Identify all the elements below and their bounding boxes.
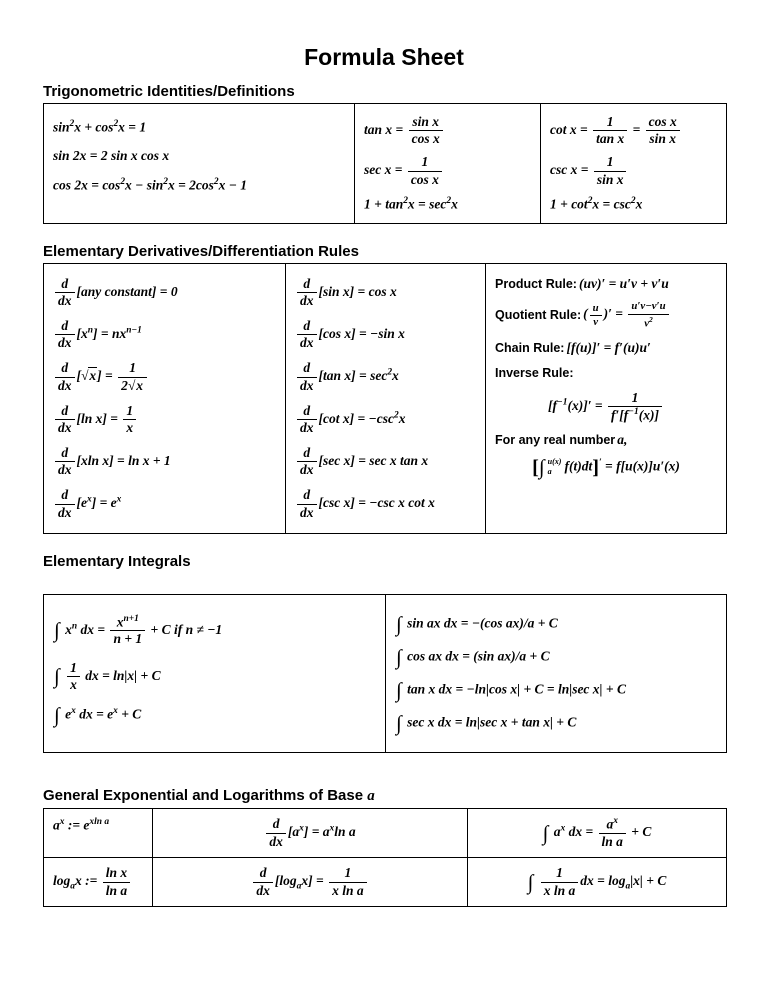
trig-table: [43, 103, 727, 224]
explog-cell-log-derivative: [152, 857, 467, 905]
integrals-trig-column: [385, 595, 726, 753]
formula-derivative-sin: $\frac{d}{dx}$ [sin x] = cos x: [295, 276, 476, 309]
explog-cell-exp-definition: [44, 809, 152, 857]
section-explog: [43, 787, 725, 906]
formula-integral-sin: ∫ sin ax dx = −(cos ax)/a + C: [396, 611, 558, 636]
formula-derivative-log-base-a: $\frac{d}{dx}$ $[\log_ax]$ = $\frac{1}{\text{x ln a}}$: [162, 865, 458, 898]
formula-exp-base-a-definition: $a^x$ := $e^{xln a}$: [53, 817, 110, 833]
trig-cot-csc-column: [540, 104, 726, 223]
derivatives-basic-column: [44, 264, 285, 533]
formula-quotient-rule: Quotient Rule: ( $\frac{u}{v}$ )′ = $\frac{u'v-v'u}{v^2}$: [495, 300, 717, 330]
formula-derivative-xlnx: $\frac{d}{dx}$ [xln x] = ln x + 1: [53, 445, 276, 478]
derivatives-rules-column: [485, 264, 726, 533]
section-integrals: [43, 553, 725, 754]
explog-cell-exp-derivative: [152, 809, 467, 857]
formula-integral-exp: ∫ $e^x$ dx = $e^x + C$: [54, 702, 142, 727]
derivatives-section-heading: Elementary Derivatives/Differentiation Rules: [43, 242, 359, 260]
section-derivatives: [43, 243, 725, 534]
formula-derivative-power: $\frac{d}{dx}$ $[x^n] = nx^{n-1}$: [53, 318, 276, 351]
integrals-basic-column: [44, 595, 385, 753]
formula-product-rule: Product Rule: (uv)′ = u′v + v′u: [495, 275, 669, 291]
formula-derivative-tan: $\frac{d}{dx}$ [tan $x] = \sec^2x$: [295, 360, 476, 393]
trig-section-heading: Trigonometric Identities/Definitions: [43, 83, 295, 100]
integrals-section-heading: Elementary Integrals: [43, 552, 191, 570]
formula-derivative-sec: $\frac{d}{dx}$ [sec x] = sec x tan x: [295, 445, 476, 478]
formula-derivative-exp: $\frac{d}{dx}$ $[e^x] = e^x$: [53, 487, 276, 520]
derivatives-trig-column: [285, 264, 485, 533]
formula-integral-reciprocal: ∫ $\frac{1}{x}$ dx = ln|x| + C: [54, 659, 161, 692]
formula-log-base-a-definition: $\log_ax$ := $\frac{\text{ln x}}{\text{ln a}}$: [53, 865, 143, 898]
formula-sec-definition: sec x = $\frac{1}{\text{cos x}}$: [364, 154, 531, 187]
formula-cot-csc-identity: $1 + \cot^2x = \csc^2x$: [550, 195, 643, 212]
formula-derivative-csc: $\frac{d}{dx}$ [csc x] = −csc x cot x: [295, 487, 476, 520]
explog-table: [43, 808, 727, 906]
trig-identities-column: [44, 104, 354, 223]
trig-tan-sec-column: [354, 104, 540, 223]
formula-pythagorean-identity: $\sin^2x + \cos^2x = 1$: [53, 119, 147, 135]
formula-cos-double-angle: $\cos 2x = \cos^2x - \sin^2x = 2\cos^2x - 1$: [53, 176, 248, 193]
formula-derivative-sqrt: $\frac{d}{dx}$ [√x] = $\frac{1}{2√x}$: [53, 360, 276, 393]
explog-section-heading: General Exponential and Logarithms of Base a: [43, 787, 375, 805]
formula-integral-cos: ∫ cos ax dx = (sin ax)/a + C: [396, 644, 550, 669]
explog-cell-log-integral: [467, 857, 726, 905]
formula-tan-definition: tan x = $\frac{\text{sin x}}{\text{cos x}}$: [364, 114, 531, 147]
inverse-rule-label: Inverse Rule:: [495, 366, 574, 381]
formula-inverse-rule: $[f^{-1}(x)]'$ = $\frac{1}{f'[f^{-1}(x)]}$: [495, 390, 717, 424]
formula-integral-sec: ∫ sec x dx = ln|sec x + tan x| + C: [396, 710, 577, 735]
formula-ftc-derivative: [∫ u(x) a f(t)dt]′ = f[u(x)]u′(x): [532, 455, 680, 480]
derivatives-table: [43, 263, 727, 534]
formula-derivative-cos: $\frac{d}{dx}$ [cos x] = −sin x: [295, 318, 476, 351]
explog-cell-exp-integral: [467, 809, 726, 857]
formula-integral-a-power-x: ∫ $a^x$ dx = $\frac{a^x}{\text{ln a}}$ + C: [542, 816, 652, 850]
formula-integral-power: ∫ $x^n$ dx = $\frac{x^{n+1}}{n + 1}$ + C if n ≠ −1: [54, 613, 223, 647]
formula-derivative-constant: $\frac{d}{dx}$ [any constant] = 0: [53, 276, 276, 309]
formula-tan-sec-identity: $1 + \tan^2x = \sec^2x$: [364, 195, 458, 212]
formula-derivative-a-power-x: $\frac{d}{dx}$ $[a^x] = a^x\ln$ a: [162, 816, 458, 849]
explog-cell-log-definition: [44, 857, 152, 905]
formula-cot-definition: cot x = $\frac{1}{\text{tan x}}$ = $\frac{\text{cos x}}{\text{sin x}}$: [550, 114, 717, 147]
formula-integral-log-base-a: ∫ $\frac{1}{\text{x ln a}}$ dx = $\log_a|x| + C$: [527, 865, 667, 898]
formula-derivative-cot: $\frac{d}{dx}$ [cot $x] = -\csc^2x$: [295, 403, 476, 436]
section-trig: [43, 83, 725, 224]
formula-sin-double-angle: sin 2x = 2 sin x cos x: [53, 148, 170, 164]
formula-chain-rule: Chain Rule: [f(u)]′ = f′(u)u′: [495, 339, 651, 355]
real-number-note: For any real number a,: [495, 432, 628, 448]
page-title: Formula Sheet: [304, 44, 464, 70]
formula-csc-definition: csc x = $\frac{1}{\text{sin x}}$: [550, 154, 717, 187]
formula-derivative-ln: $\frac{d}{dx}$ [ln x] = $\frac{1}{x}$: [53, 403, 276, 436]
integrals-table: [43, 594, 727, 754]
formula-integral-tan: ∫ tan x dx = −ln|cos x| + C = ln|sec x| + C: [396, 677, 626, 702]
